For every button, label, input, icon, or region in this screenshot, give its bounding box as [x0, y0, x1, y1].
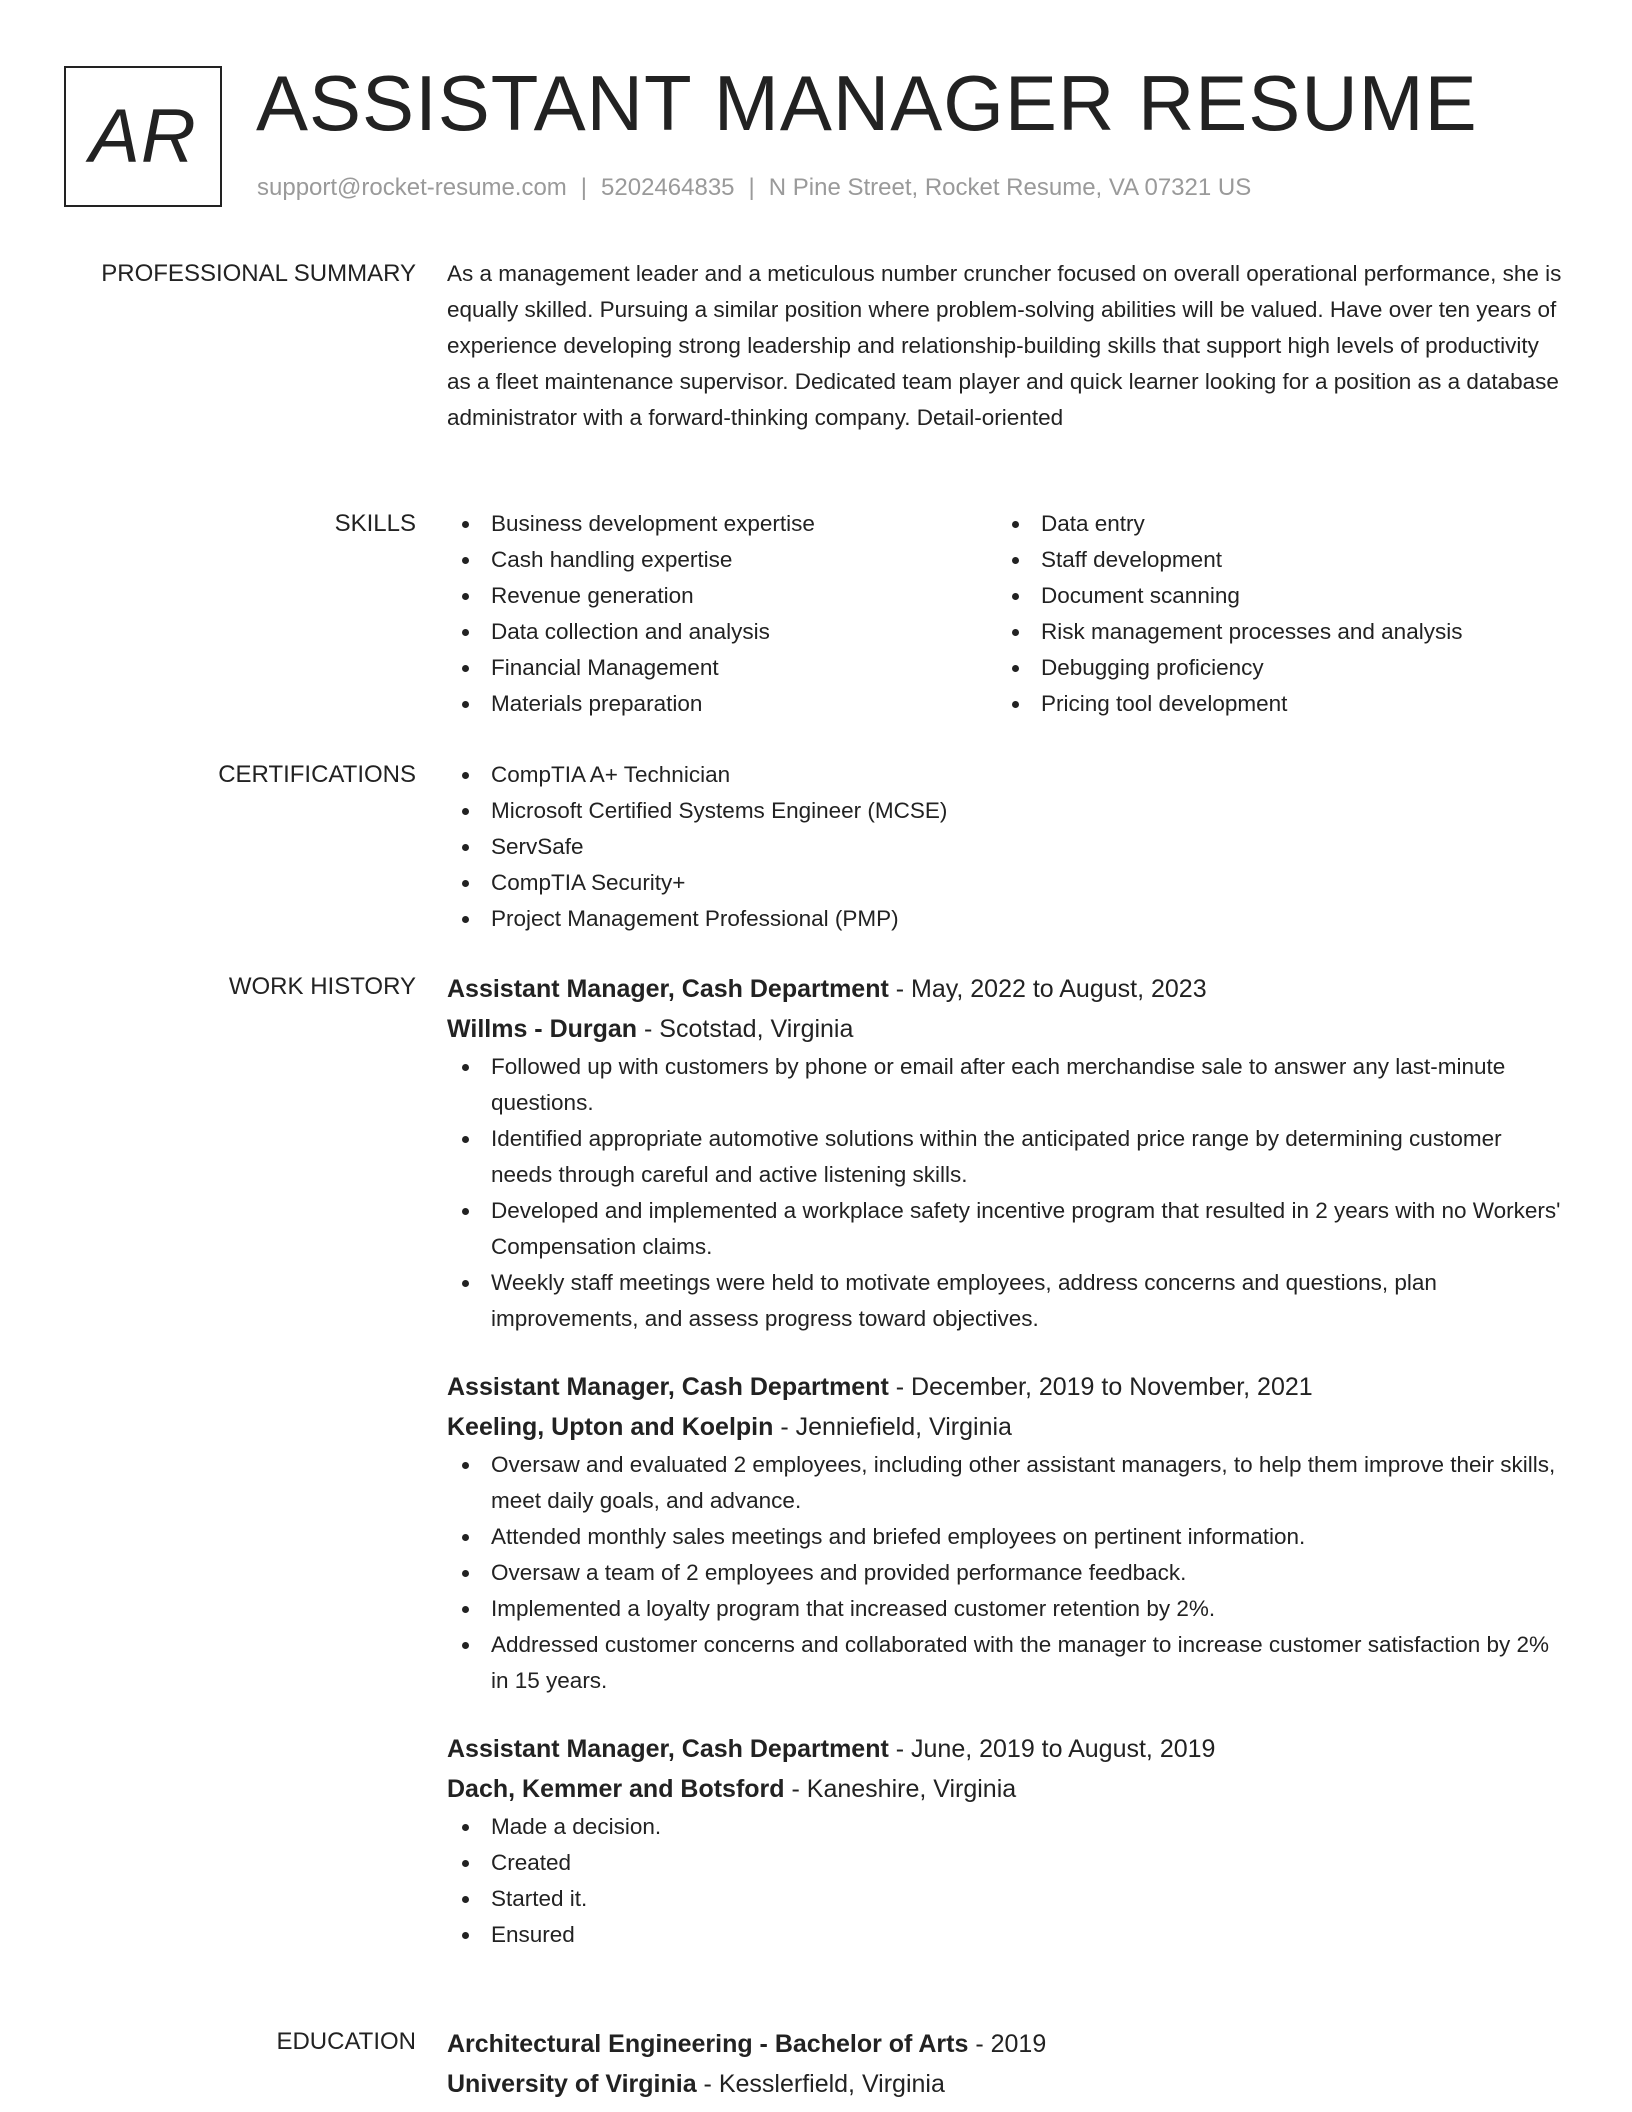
job-title: Assistant Manager, Cash Department [447, 1373, 889, 1401]
certifications-list [447, 757, 1567, 937]
job-duty: Oversaw and evaluated 2 employees, including other assistant managers, to help them improve their skills, meet daily goals, and advance. [447, 1447, 1567, 1519]
skill-item: Revenue generation [447, 578, 997, 614]
contact-address: N Pine Street, Rocket Resume, VA 07321 US [768, 174, 1252, 201]
skill-item: Materials preparation [447, 686, 997, 722]
job-duties-list [447, 1809, 1567, 1953]
contact-separator: | [748, 174, 755, 201]
summary-label: PROFESSIONAL SUMMARY [101, 260, 416, 287]
skill-item: Financial Management [447, 650, 997, 686]
job-title-line [447, 1367, 1567, 1407]
job-duty: Weekly staff meetings were held to motivate employees, address concerns and questions, plan improvements, and assess progress toward objectives. [447, 1265, 1567, 1337]
skills-list-right [997, 506, 1557, 722]
skill-item: Document scanning [997, 578, 1557, 614]
skill-item: Debugging proficiency [997, 650, 1557, 686]
contact-separator: | [580, 174, 588, 201]
job-entry [447, 969, 1567, 1337]
job-title: Assistant Manager, Cash Department [447, 1735, 889, 1763]
monogram-box [64, 66, 222, 207]
job-entry [447, 1729, 1567, 1953]
education-degree: Architectural Engineering - Bachelor of Arts [447, 2030, 969, 2058]
job-title-line [447, 1729, 1567, 1769]
education-year: - 2019 [968, 2030, 1047, 2058]
job-dates: - May, 2022 to August, 2023 [888, 975, 1207, 1003]
resume-title: ASSISTANT MANAGER RESUME [256, 59, 1478, 147]
summary-body [447, 256, 1567, 436]
skill-item: Cash handling expertise [447, 542, 997, 578]
job-duty: Made a decision. [447, 1809, 1567, 1845]
job-employer-line [447, 1407, 1567, 1447]
job-title: Assistant Manager, Cash Department [447, 975, 889, 1003]
education-body [447, 2024, 1567, 2104]
job-duty: Ensured [447, 1917, 1567, 1953]
skill-item: Staff development [997, 542, 1557, 578]
job-duty: Followed up with customers by phone or email after each merchandise sale to answer any last-minute questions. [447, 1049, 1567, 1121]
job-duty: Identified appropriate automotive solutions within the anticipated price range by determining customer needs through careful and active listening skills. [447, 1121, 1567, 1193]
work-history-label: WORK HISTORY [228, 973, 416, 1000]
job-location: - Jenniefield, Virginia [773, 1413, 1012, 1441]
job-duty: Oversaw a team of 2 employees and provided performance feedback. [447, 1555, 1567, 1591]
certification-item: Microsoft Certified Systems Engineer (MCSE) [447, 793, 1567, 829]
job-duty: Developed and implemented a workplace safety incentive program that resulted in 2 years with no Workers' Compensation claims. [447, 1193, 1567, 1265]
job-duty: Addressed customer concerns and collaborated with the manager to increase customer satisfaction by 2% in 15 years. [447, 1627, 1567, 1699]
job-title-line [447, 969, 1567, 1009]
skill-item: Business development expertise [447, 506, 997, 542]
education-label: EDUCATION [276, 2028, 416, 2055]
certification-item: CompTIA A+ Technician [447, 757, 1567, 793]
contact-line [257, 174, 1251, 202]
job-employer-line [447, 1769, 1567, 1809]
education-school-line [447, 2064, 1567, 2104]
job-employer-line [447, 1009, 1567, 1049]
job-duty: Implemented a loyalty program that increased customer retention by 2%. [447, 1591, 1567, 1627]
job-location: - Scotstad, Virginia [637, 1015, 854, 1043]
contact-email[interactable]: support@rocket-resume.com [257, 174, 567, 201]
job-duties-list [447, 1447, 1567, 1699]
summary-text: As a management leader and a meticulous number cruncher focused on overall operational performance, she is equally skilled. Pursuing a similar position where problem-solving abilities will be valued. Have over ten years of experience developing strong leadership and relationship-building skills that support high levels of productivity as a fleet maintenance supervisor. Dedicated team player and quick learner looking for a position as a database administrator with a forward-thinking company. Detail-oriented [447, 261, 1562, 430]
job-dates: - June, 2019 to August, 2019 [888, 1735, 1216, 1763]
certifications-label: CERTIFICATIONS [218, 761, 416, 788]
job-employer: Keeling, Upton and Koelpin [447, 1413, 774, 1441]
skill-item: Data collection and analysis [447, 614, 997, 650]
skills-list-left [447, 506, 997, 722]
work-history-body [447, 969, 1567, 1983]
job-dates: - December, 2019 to November, 2021 [888, 1373, 1313, 1401]
skills-body [447, 506, 1567, 722]
job-employer: Dach, Kemmer and Botsford [447, 1775, 785, 1803]
certification-item: CompTIA Security+ [447, 865, 1567, 901]
education-location: - Kesslerfield, Virginia [696, 2070, 945, 2098]
skill-item: Data entry [997, 506, 1557, 542]
certifications-body [447, 757, 1567, 937]
monogram-initials: AR [89, 94, 197, 179]
certification-item: Project Management Professional (PMP) [447, 901, 1567, 937]
job-employer: Willms - Durgan [447, 1015, 638, 1043]
certification-item: ServSafe [447, 829, 1567, 865]
job-duty: Created [447, 1845, 1567, 1881]
job-duty: Attended monthly sales meetings and briefed employees on pertinent information. [447, 1519, 1567, 1555]
job-entry [447, 1367, 1567, 1699]
job-duty: Started it. [447, 1881, 1567, 1917]
skill-item: Pricing tool development [997, 686, 1557, 722]
job-location: - Kaneshire, Virginia [784, 1775, 1017, 1803]
skills-label: SKILLS [334, 510, 416, 537]
skill-item: Risk management processes and analysis [997, 614, 1557, 650]
education-degree-line [447, 2024, 1567, 2064]
education-school: University of Virginia [447, 2070, 697, 2098]
contact-phone[interactable]: 5202464835 [601, 174, 735, 201]
job-duties-list [447, 1049, 1567, 1337]
